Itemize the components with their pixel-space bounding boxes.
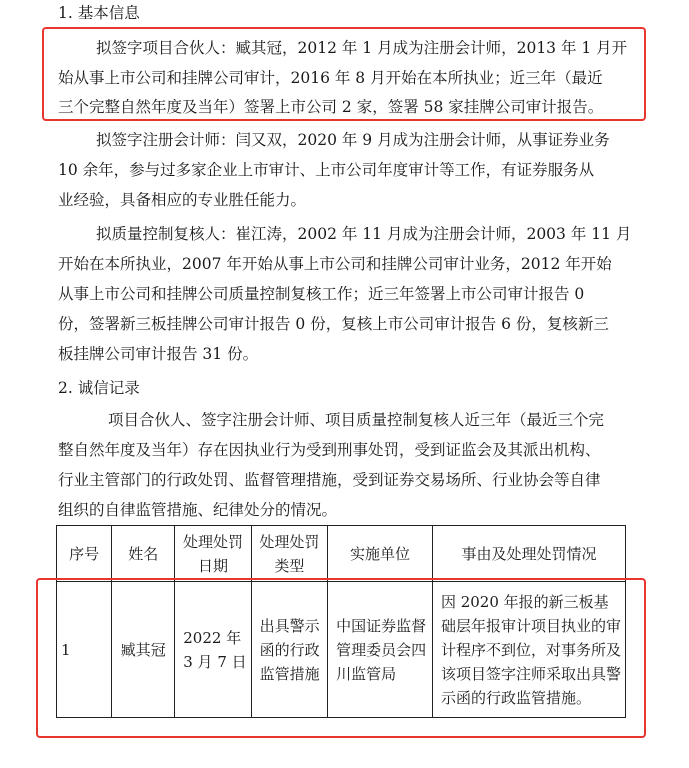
header-reason: 事由及处理处罚情况	[432, 526, 625, 582]
cell-unit: 中国证券监督管理委员会四川监管局	[328, 582, 433, 718]
integrity-line-1: 项目合伙人、签字注册会计师、项目质量控制复核人近三年（最近三个完	[108, 411, 605, 429]
section-heading-integrity-record: 2. 诚信记录	[58, 379, 140, 397]
accountant-line-1: 拟签字注册会计师：闫又双，2020 年 9 月成为注册会计师，从事证券业务	[96, 131, 610, 149]
cell-type: 出具警示函的行政监管措施	[251, 582, 327, 718]
cell-reason: 因 2020 年报的新三板基础层年报审计项目执业的审计程序不到位，对事务所及该项目签字注师采取出具警示函的行政监管措施。	[432, 582, 625, 718]
cell-name: 臧其冠	[112, 582, 175, 718]
cell-no: 1	[57, 582, 112, 718]
partner-line-2: 始从事上市公司和挂牌公司审计，2016 年 8 月开始在本所执业；近三年（最近	[58, 69, 603, 87]
header-no: 序号	[57, 526, 112, 582]
partner-line-1: 拟签字项目合伙人：臧其冠，2012 年 1 月成为注册会计师，2013 年 1 月开	[96, 39, 628, 57]
partner-line-3: 三个完整自然年度及当年）签署上市公司 2 家，签署 58 家挂牌公司审计报告。	[58, 98, 604, 116]
table-row	[57, 582, 626, 718]
header-type: 处理处罚类型	[251, 526, 327, 582]
header-name: 姓名	[112, 526, 175, 582]
integrity-line-3: 行业主管部门的行政处罚、监督管理措施，受到证券交易场所、行业协会等自律	[58, 471, 601, 489]
reviewer-line-5: 板挂牌公司审计报告 31 份。	[58, 345, 259, 363]
reviewer-line-3: 从事上市公司和挂牌公司质量控制复核工作；近三年签署上市公司审计报告 0	[58, 285, 585, 303]
integrity-line-2: 整自然年度及当年）存在因执业行为受到刑事处罚，受到证监会及其派出机构、	[58, 441, 601, 459]
integrity-line-4: 组织的自律监管措施、纪律处分的情况。	[58, 501, 338, 519]
reviewer-line-1: 拟质量控制复核人：崔江涛，2002 年 11 月成为注册会计师，2003 年 11 月	[96, 225, 632, 243]
reviewer-line-2: 开始在本所执业，2007 年开始从事上市公司和挂牌公司审计业务，2012 年开始	[58, 255, 612, 273]
accountant-line-2: 10 余年，参与过多家企业上市审计、上市公司年度审计等工作，有证券服务从	[58, 161, 595, 179]
section-heading-basic-info: 1. 基本信息	[58, 4, 140, 22]
reviewer-line-4: 份，签署新三板挂牌公司审计报告 0 份，复核上市公司审计报告 6 份，复核新三	[58, 315, 609, 333]
table-header-row	[57, 526, 626, 582]
accountant-line-3: 业经验，具备相应的专业胜任能力。	[58, 191, 307, 209]
integrity-record-table	[56, 525, 626, 718]
header-date: 处理处罚日期	[175, 526, 251, 582]
header-unit: 实施单位	[328, 526, 433, 582]
cell-date: 2022 年 3 月 7 日	[175, 582, 251, 718]
